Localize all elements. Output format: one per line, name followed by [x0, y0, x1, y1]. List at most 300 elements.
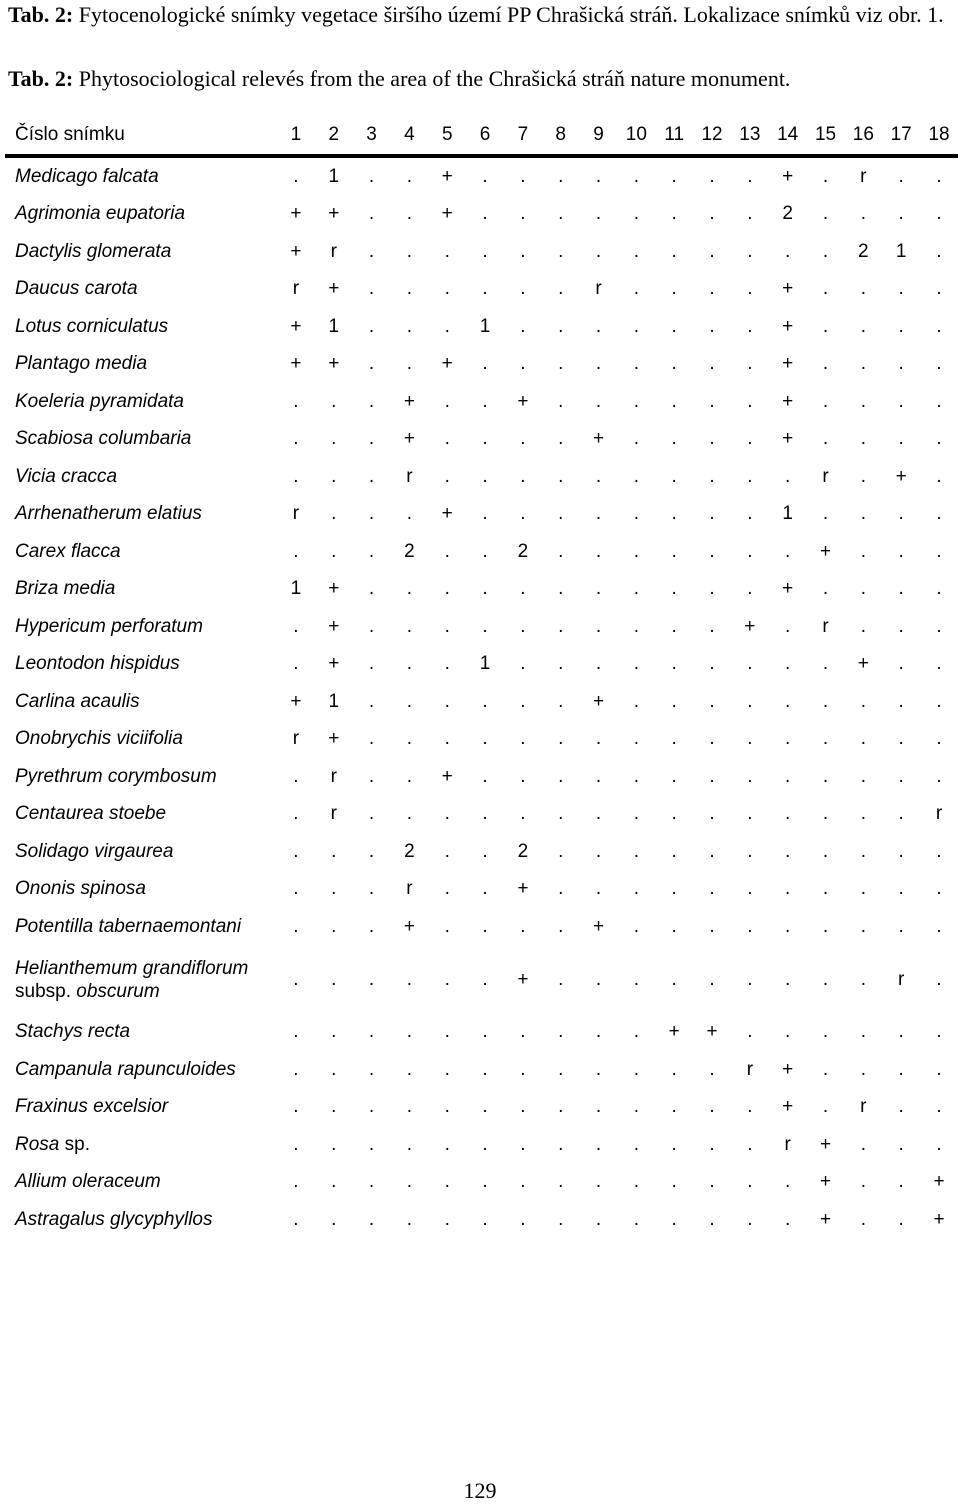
cover-value: +: [592, 428, 605, 450]
cover-value: .: [671, 390, 677, 412]
cover-value: .: [785, 878, 791, 900]
cover-value: .: [898, 878, 904, 900]
cover-value: .: [822, 240, 829, 262]
cover-value: .: [482, 765, 488, 787]
cover-value: .: [709, 840, 715, 862]
cover-value: .: [482, 1133, 488, 1155]
cover-value: .: [936, 840, 942, 862]
cover-value: .: [822, 278, 829, 300]
cover-value: .: [860, 1133, 866, 1155]
cover-value: .: [406, 765, 413, 787]
column-header: 4: [404, 124, 415, 145]
cover-value: .: [671, 690, 677, 712]
cover-value: +: [441, 765, 453, 787]
cover-value: .: [709, 653, 715, 675]
cover-value: +: [706, 1021, 718, 1043]
cover-value: .: [671, 1133, 677, 1155]
cover-value: .: [520, 465, 526, 487]
species-binomial: Onobrychis viciifolia: [15, 728, 183, 750]
cover-value: .: [747, 968, 753, 990]
cover-value: .: [898, 803, 904, 825]
cover-value: .: [785, 240, 791, 262]
cover-value: .: [747, 503, 753, 525]
table-row: [5, 646, 958, 684]
cover-value: .: [709, 915, 715, 937]
cover-value: .: [747, 915, 753, 937]
caption-text: Phytosociological relevés from the area of the Chrašická stráň nature monument.: [73, 66, 791, 91]
cover-value: .: [633, 465, 639, 487]
species-name: [5, 156, 277, 196]
table-row: [5, 683, 958, 721]
species-name: [5, 496, 277, 534]
cover-value: .: [671, 203, 677, 225]
species-infraspecific-epithet: obscurum: [70, 980, 160, 1002]
cover-value: +: [782, 315, 794, 337]
cover-value: +: [441, 165, 453, 187]
cover-value: .: [368, 353, 375, 375]
cover-value: .: [595, 878, 602, 900]
cover-value: .: [747, 203, 753, 225]
cover-value: +: [782, 278, 794, 300]
cover-value: +: [328, 353, 340, 375]
cover-value: .: [860, 878, 866, 900]
cover-value: .: [331, 1171, 337, 1193]
table-row: [5, 1201, 958, 1239]
species-name: [5, 1051, 277, 1089]
cover-value: .: [368, 728, 375, 750]
caption-czech: [8, 2, 953, 28]
cover-value: .: [633, 765, 639, 787]
cover-value: .: [633, 428, 639, 450]
species-name: [5, 308, 277, 346]
cover-value: r: [292, 728, 300, 750]
cover-value: .: [898, 915, 904, 937]
cover-value: .: [520, 915, 526, 937]
cover-value: .: [785, 765, 791, 787]
cover-value: 2: [858, 240, 869, 262]
species-binomial: Pyrethrum corymbosum: [15, 765, 217, 787]
species-binomial: Helianthemum grandiflorum: [15, 957, 249, 979]
cover-value: .: [558, 278, 564, 300]
cover-value: +: [328, 615, 340, 637]
cover-value: .: [785, 1208, 791, 1230]
column-header: 15: [814, 124, 837, 145]
table-row: [5, 758, 958, 796]
cover-value: .: [406, 165, 413, 187]
cover-value: .: [747, 803, 753, 825]
cover-value: 1: [328, 690, 340, 712]
cover-value: .: [293, 878, 299, 900]
cover-value: .: [633, 1021, 639, 1043]
cover-value: r: [822, 465, 829, 487]
cover-value: .: [444, 728, 450, 750]
table-row: [5, 571, 958, 609]
cover-value: .: [671, 1171, 677, 1193]
cover-value: .: [520, 353, 526, 375]
cover-value: .: [936, 390, 942, 412]
cover-value: .: [406, 1021, 413, 1043]
cover-value: .: [936, 615, 942, 637]
species-name: [5, 1201, 277, 1239]
cover-value: .: [406, 315, 413, 337]
cover-value: r: [330, 803, 337, 825]
cover-value: .: [558, 165, 564, 187]
cover-value: .: [368, 1058, 375, 1080]
cover-value: .: [406, 1208, 413, 1230]
cover-value: .: [671, 353, 677, 375]
cover-value: .: [444, 465, 450, 487]
cover-value: .: [482, 968, 488, 990]
cover-value: +: [441, 503, 453, 525]
species-name: [5, 346, 277, 384]
cover-value: .: [558, 968, 564, 990]
table-header-row: [5, 116, 958, 156]
species-binomial: Stachys recta: [15, 1021, 131, 1043]
cover-value: .: [860, 1021, 866, 1043]
cover-value: .: [747, 653, 753, 675]
column-header: 16: [852, 124, 874, 145]
cover-value: r: [898, 968, 905, 990]
cover-value: .: [633, 915, 639, 937]
page-number: 129: [463, 1478, 497, 1503]
cover-value: .: [444, 240, 450, 262]
cover-value: .: [444, 915, 450, 937]
cover-value: .: [936, 315, 942, 337]
cover-value: +: [290, 315, 302, 337]
cover-value: .: [898, 615, 904, 637]
releve-table: [5, 116, 958, 1239]
cover-value: .: [482, 1058, 488, 1080]
cover-value: .: [558, 315, 564, 337]
cover-value: .: [898, 578, 904, 600]
cover-value: r: [406, 878, 413, 900]
cover-value: .: [595, 728, 602, 750]
cover-value: .: [368, 968, 375, 990]
cover-value: .: [709, 690, 715, 712]
cover-value: .: [747, 428, 753, 450]
table-row: [5, 196, 958, 234]
column-header: 11: [664, 124, 685, 145]
cover-value: .: [898, 1021, 904, 1043]
cover-value: .: [633, 353, 639, 375]
cover-value: .: [482, 390, 488, 412]
cover-value: r: [292, 503, 300, 525]
cover-value: .: [293, 1021, 299, 1043]
cover-value: .: [595, 578, 602, 600]
cover-value: .: [520, 240, 526, 262]
cover-value: r: [406, 465, 413, 487]
cover-value: .: [331, 465, 337, 487]
cover-value: .: [785, 1021, 791, 1043]
cover-value: 2: [404, 840, 415, 862]
cover-value: .: [444, 540, 450, 562]
cover-value: .: [860, 353, 866, 375]
cover-value: .: [936, 1096, 942, 1118]
cover-value: .: [822, 765, 829, 787]
cover-value: .: [331, 428, 337, 450]
species-name: [5, 908, 277, 946]
cover-value: .: [595, 465, 602, 487]
cover-value: .: [482, 1208, 488, 1230]
cover-value: .: [482, 278, 488, 300]
cover-value: r: [860, 165, 867, 187]
cover-value: .: [898, 315, 904, 337]
species-binomial: Ononis spinosa: [15, 878, 146, 900]
species-binomial: Hypericum perforatum: [15, 615, 203, 637]
cover-value: .: [558, 728, 564, 750]
cover-value: .: [482, 840, 488, 862]
cover-value: .: [368, 1133, 375, 1155]
table-row: [5, 1051, 958, 1089]
cover-value: .: [558, 240, 564, 262]
cover-value: .: [898, 428, 904, 450]
cover-value: r: [595, 278, 602, 300]
cover-value: .: [633, 240, 639, 262]
cover-value: .: [709, 465, 715, 487]
cover-value: .: [709, 165, 715, 187]
cover-value: .: [293, 1208, 299, 1230]
cover-value: .: [860, 390, 866, 412]
cover-value: .: [747, 1021, 753, 1043]
cover-value: +: [895, 465, 907, 487]
cover-value: .: [520, 165, 526, 187]
cover-value: .: [822, 1058, 829, 1080]
species-name: [5, 683, 277, 721]
cover-value: .: [860, 315, 866, 337]
cover-value: .: [406, 968, 413, 990]
species-binomial: Plantago media: [15, 353, 148, 375]
cover-value: .: [595, 1208, 602, 1230]
cover-value: +: [819, 1208, 832, 1230]
cover-value: .: [898, 840, 904, 862]
cover-value: .: [633, 578, 639, 600]
cover-value: .: [785, 840, 791, 862]
cover-value: .: [747, 1096, 753, 1118]
cover-value: .: [558, 353, 564, 375]
cover-value: .: [898, 653, 904, 675]
cover-value: .: [860, 803, 866, 825]
cover-value: .: [709, 503, 715, 525]
cover-value: .: [898, 353, 904, 375]
cover-value: .: [444, 1133, 450, 1155]
cover-value: .: [331, 1133, 337, 1155]
cover-value: .: [558, 690, 564, 712]
cover-value: .: [671, 465, 677, 487]
species-binomial: Allium oleraceum: [15, 1171, 161, 1193]
cover-value: .: [293, 540, 299, 562]
cover-value: .: [520, 728, 526, 750]
cover-value: .: [368, 315, 375, 337]
cover-value: .: [785, 1171, 791, 1193]
cover-value: .: [558, 1133, 564, 1155]
cover-value: .: [558, 203, 564, 225]
cover-value: .: [822, 1096, 829, 1118]
cover-value: +: [782, 165, 794, 187]
species-name: [5, 833, 277, 871]
cover-value: .: [558, 765, 564, 787]
cover-value: .: [368, 690, 375, 712]
cover-value: .: [671, 840, 677, 862]
cover-value: .: [822, 878, 829, 900]
cover-value: .: [520, 765, 526, 787]
cover-value: .: [595, 240, 602, 262]
cover-value: .: [633, 615, 639, 637]
species-binomial: Dactylis glomerata: [15, 240, 172, 262]
cover-value: .: [595, 765, 602, 787]
cover-value: +: [328, 653, 340, 675]
cover-value: 2: [517, 840, 529, 862]
cover-value: .: [747, 765, 753, 787]
species-binomial: Campanula rapunculoides: [15, 1058, 236, 1080]
cover-value: .: [898, 390, 904, 412]
cover-value: .: [671, 428, 677, 450]
cover-value: .: [595, 968, 602, 990]
cover-value: .: [747, 840, 753, 862]
table-row: [5, 156, 958, 196]
table-row: [5, 796, 958, 834]
cover-value: .: [595, 653, 602, 675]
cover-value: .: [709, 240, 715, 262]
species-name: [5, 196, 277, 234]
cover-value: .: [406, 803, 413, 825]
cover-value: .: [936, 765, 942, 787]
cover-value: .: [747, 728, 753, 750]
cover-value: .: [936, 878, 942, 900]
cover-value: .: [633, 540, 639, 562]
cover-value: .: [558, 1171, 564, 1193]
cover-value: .: [671, 1096, 677, 1118]
species-binomial: Solidago virgaurea: [15, 840, 174, 862]
species-binomial: Carex flacca: [15, 540, 121, 562]
cover-value: r: [330, 765, 337, 787]
cover-value: .: [368, 503, 375, 525]
cover-value: .: [558, 878, 564, 900]
table-row: [5, 1089, 958, 1127]
table-row: [5, 946, 958, 1014]
cover-value: .: [936, 578, 942, 600]
cover-value: .: [558, 803, 564, 825]
cover-value: .: [482, 1021, 488, 1043]
cover-value: .: [747, 465, 753, 487]
cover-value: .: [444, 428, 450, 450]
species-name: [5, 646, 277, 684]
species-name: [5, 796, 277, 834]
cover-value: +: [441, 203, 453, 225]
cover-value: .: [860, 690, 866, 712]
cover-value: .: [936, 353, 942, 375]
cover-value: .: [936, 653, 942, 675]
cover-value: +: [782, 1058, 794, 1080]
cover-value: .: [709, 803, 715, 825]
cover-value: .: [747, 1171, 753, 1193]
cover-value: .: [293, 915, 299, 937]
cover-value: .: [709, 968, 715, 990]
species-name: [5, 1164, 277, 1202]
cover-value: .: [709, 578, 715, 600]
cover-value: .: [406, 1058, 413, 1080]
cover-value: .: [482, 540, 488, 562]
cover-value: .: [331, 540, 337, 562]
cover-value: .: [709, 540, 715, 562]
species-binomial: Koeleria pyramidata: [15, 390, 184, 412]
caption-label: Tab. 2:: [8, 66, 74, 91]
cover-value: .: [368, 390, 375, 412]
cover-value: .: [822, 353, 829, 375]
species-name: [5, 721, 277, 759]
cover-value: .: [520, 278, 526, 300]
column-header: 12: [701, 124, 723, 145]
cover-value: .: [709, 1208, 715, 1230]
cover-value: .: [633, 728, 639, 750]
cover-value: .: [822, 578, 829, 600]
cover-value: .: [444, 1021, 450, 1043]
cover-value: .: [709, 278, 715, 300]
column-header: 9: [593, 124, 604, 145]
cover-value: .: [444, 968, 450, 990]
cover-value: .: [558, 615, 564, 637]
cover-value: +: [592, 690, 605, 712]
cover-value: .: [860, 278, 866, 300]
cover-value: r: [330, 240, 337, 262]
cover-value: .: [936, 278, 942, 300]
cover-value: .: [406, 353, 413, 375]
cover-value: .: [444, 1208, 450, 1230]
cover-value: .: [444, 690, 450, 712]
cover-value: .: [558, 1096, 564, 1118]
cover-value: .: [331, 1021, 337, 1043]
cover-value: .: [293, 428, 299, 450]
species-binomial: Arrhenatherum elatius: [15, 503, 202, 525]
cover-value: .: [822, 390, 829, 412]
cover-value: .: [558, 1208, 564, 1230]
cover-value: .: [898, 690, 904, 712]
cover-value: .: [482, 503, 488, 525]
species-binomial: Vicia cracca: [15, 465, 118, 487]
table-row: [5, 458, 958, 496]
cover-value: +: [290, 203, 302, 225]
cover-value: .: [331, 503, 337, 525]
cover-value: .: [898, 203, 904, 225]
cover-value: +: [290, 353, 302, 375]
cover-value: .: [936, 1133, 942, 1155]
cover-value: .: [633, 1096, 639, 1118]
cover-value: r: [822, 615, 829, 637]
table-row: [5, 608, 958, 646]
species-binomial: Rosa: [15, 1133, 60, 1155]
cover-value: .: [482, 728, 488, 750]
table-row: [5, 833, 958, 871]
cover-value: .: [406, 615, 413, 637]
cover-value: .: [936, 465, 942, 487]
cover-value: .: [898, 165, 904, 187]
cover-value: .: [747, 165, 753, 187]
species-binomial: Agrimonia eupatoria: [15, 203, 186, 225]
cover-value: .: [633, 803, 639, 825]
cover-value: .: [709, 1058, 715, 1080]
cover-value: .: [671, 578, 677, 600]
cover-value: .: [444, 278, 450, 300]
cover-value: .: [785, 968, 791, 990]
cover-value: +: [441, 353, 453, 375]
cover-value: .: [822, 1021, 829, 1043]
cover-value: .: [860, 465, 866, 487]
species-name: [5, 571, 277, 609]
cover-value: .: [520, 315, 526, 337]
cover-value: .: [633, 968, 639, 990]
cover-value: .: [520, 690, 526, 712]
table-row: [5, 421, 958, 459]
cover-value: 1: [328, 165, 340, 187]
